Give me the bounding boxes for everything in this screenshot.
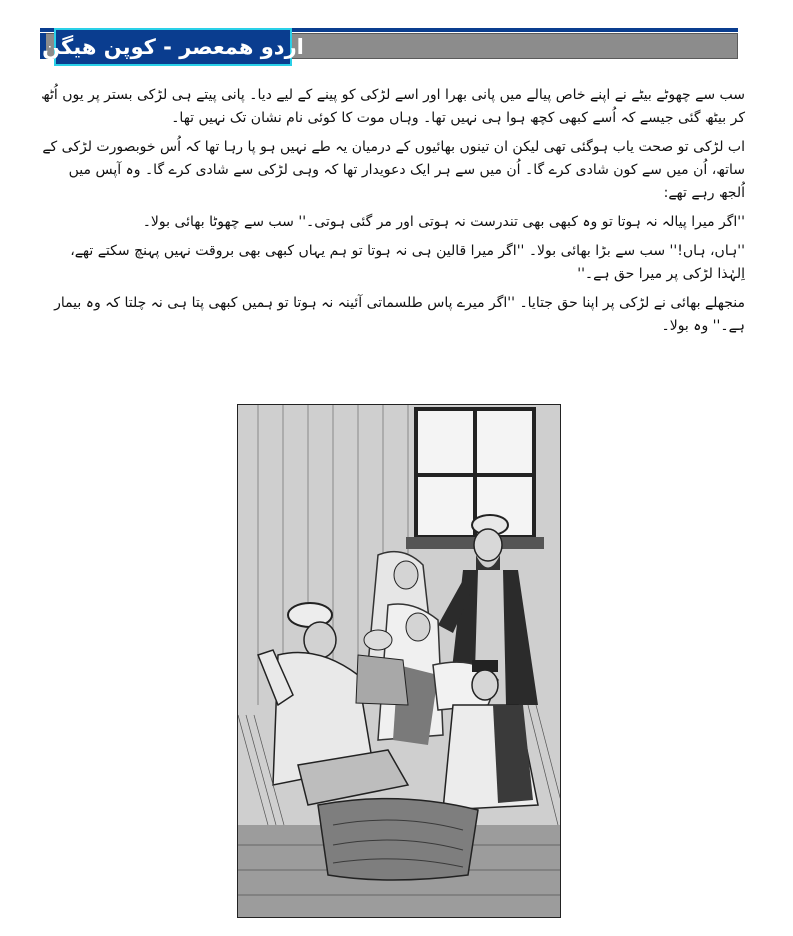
paragraph-2: اب لڑکی تو صحت یاب ہوگئی تھی لیکن ان تینوں بھائیوں کے درمیان یہ طے نہیں ہو پا رہا تھا کہ اُس خوبصورت لڑکی کے ساتھ، اُن میں سے کون شادی کرے گا۔ اُن میں سے ہر ایک دعویدار تھا کہ وہی لڑکی سے شادی کرے گا۔ وہ آپس میں اُلجھ رہے تھے:: [42, 139, 745, 201]
paragraph-4: ''ہاں، ہاں!'' سب سے بڑا بھائی بولا۔ ''اگر میرا قالین ہی نہ ہوتا تو ہم یہاں کبھی بھی بروقت نہیں پہنچ سکتے تھے، اِلہٰذا لڑکی پر میرا حق ہے۔'': [70, 243, 745, 282]
page-title: اردو ھمعصر - کوپن ھیگن: [42, 35, 304, 59]
paragraph-1: سب سے چھوٹے بیٹے نے اپنے خاص پیالے میں پانی بھرا اور اسے لڑکی کو پینے کے لیے دیا۔ پانی پیتے ہی لڑکی بستر پر یوں اُٹھ کر بیٹھ گئی جیسے کہ اُسے کبھی کچھ ہوا ہی نہیں تھا۔ وہاں موت کا کوئی نام نشان تک نہیں تھا۔: [41, 87, 745, 126]
story-illustration: [237, 404, 561, 918]
paragraph-3: ''اگر میرا پیالہ نہ ہوتا تو وہ کبھی بھی تندرست نہ ہوتی اور مر گئی ہوتی۔'' سب سے چھوٹا بھائی بولا۔: [142, 214, 745, 230]
story-text: [40, 84, 745, 344]
header-title-box: [42, 28, 304, 66]
illustration-drawing: [238, 405, 561, 918]
paragraph-5: منجھلے بھائی نے لڑکی پر اپنا حق جتایا۔ ''اگر میرے پاس طلسماتی آئینہ نہ ہوتا تو ہمیں کبھی پتا ہی نہ چلتا کہ وہ بیمار ہے۔'' وہ بولا۔: [54, 295, 745, 334]
